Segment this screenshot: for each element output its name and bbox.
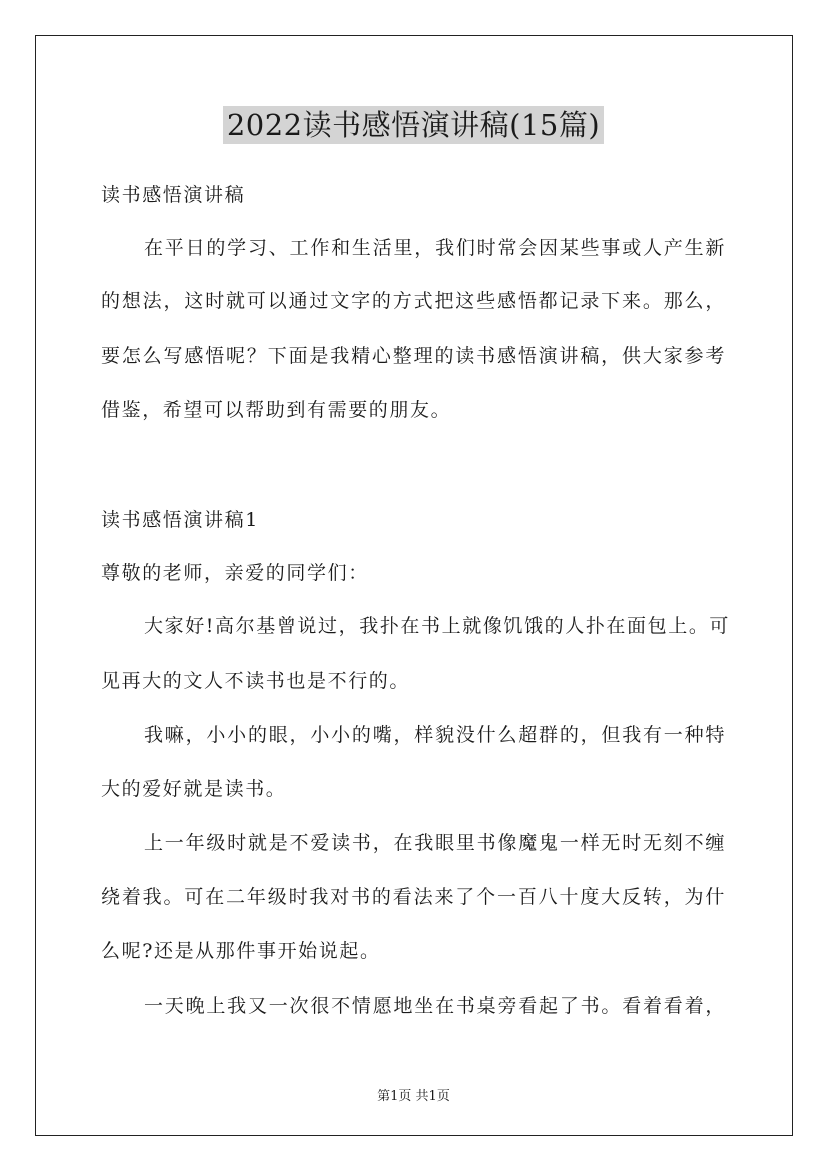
section-title: 读书感悟演讲稿1 <box>101 509 259 531</box>
document-title <box>0 103 827 144</box>
paragraph-line: 见再大的文人不读书也是不行的。 <box>101 670 411 692</box>
paragraph-line: 我嘛，小小的眼，小小的嘴，样貌没什么超群的，但我有一种特 <box>144 724 726 746</box>
paragraph-line: 大家好!高尔基曾说过，我扑在书上就像饥饿的人扑在面包上。可 <box>144 615 731 637</box>
paragraph-line: 的想法，这时就可以通过文字的方式把这些感悟都记录下来。那么， <box>101 290 726 312</box>
paragraph-line: 么呢?还是从那件事开始说起。 <box>101 940 381 962</box>
salutation: 尊敬的老师，亲爱的同学们： <box>101 562 369 584</box>
paragraph-line: 一天晚上我又一次很不情愿地坐在书桌旁看起了书。看着看着， <box>144 995 726 1017</box>
page-footer: 第1页 共1页 <box>377 1089 450 1104</box>
intro-heading: 读书感悟演讲稿 <box>101 184 246 206</box>
paragraph-line: 上一年级时就是不爱读书，在我眼里书像魔鬼一样无时无刻不缠 <box>144 832 726 854</box>
paragraph-line: 借鉴，希望可以帮助到有需要的朋友。 <box>101 399 452 421</box>
paragraph-line: 绕着我。可在二年级时我对书的看法来了个一百八十度大反转，为什 <box>101 886 726 908</box>
title-text: 2022读书感悟演讲稿(15篇) <box>223 106 604 144</box>
paragraph-line: 要怎么写感悟呢？下面是我精心整理的读书感悟演讲稿，供大家参考 <box>101 345 726 367</box>
paragraph-line: 大的爱好就是读书。 <box>101 778 287 800</box>
paragraph-line: 在平日的学习、工作和生活里，我们时常会因某些事或人产生新 <box>144 237 726 259</box>
